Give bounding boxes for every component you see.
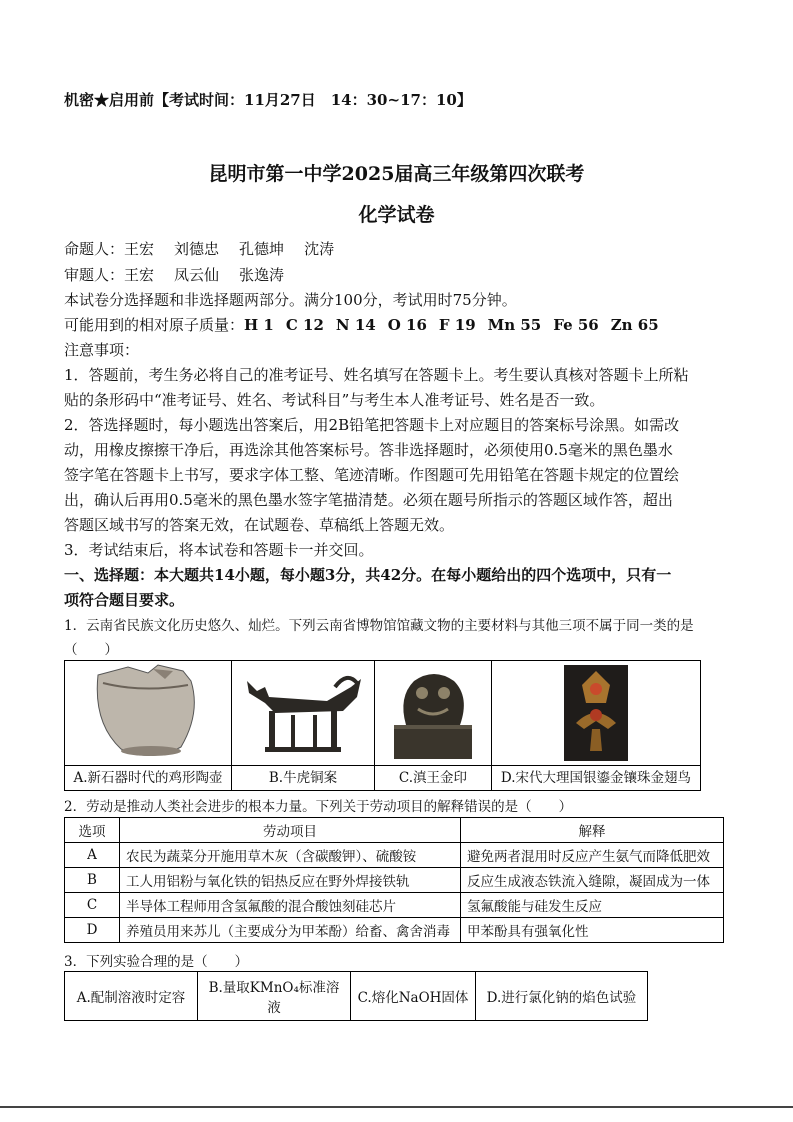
q2-row-project: 养殖员用来苏儿（主要成分为甲苯酚）给畜、禽舍消毒 [120,918,461,943]
q2-header-explanation: 解释 [461,818,724,843]
reviewer-name: 王宏 [124,266,155,284]
q2-row-explanation: 甲苯酚具有强氧化性 [461,918,724,943]
q3-option-b-line-1: B.量取KMnO₄标准溶 [208,980,340,996]
q1-option-d-caption: D.宋代大理国银鎏金镶珠金翅鸟 [500,770,692,786]
exam-subtitle: 化学试卷 [358,204,435,226]
q2-row-label: A [65,843,120,868]
section-1-line-2: 项符合题目要求。 [64,591,185,609]
q1-option-c-caption: C.滇王金印 [398,770,468,786]
q3-option-b [198,972,351,1021]
bronze-ox-tiger-table-image [232,661,374,766]
q1-option-a-cell [65,661,232,791]
q2-stem: 2．劳动是推动人类社会进步的根本力量。下列关于劳动项目的解释错误的是（ ） [64,799,573,815]
section-1-line-1: 一、选择题：本大题共14小题，每小题3分，共42分。在每小题给出的四个选项中，只有一 [64,566,672,584]
atomic-mass: Mn 55 [487,316,542,334]
atomic-masses-line [64,314,671,335]
q2-header-option: 选项 [65,818,120,843]
q2-row-explanation: 氢氟酸能与硅发生反应 [461,893,724,918]
setters-label: 命题人： [64,240,125,258]
reviewer-name: 凤云仙 [174,266,220,284]
setters-line [64,238,354,259]
q3-option-a: A.配制溶液时定容 [65,972,198,1021]
q2-header-row [65,818,724,843]
note-2-line-4: 出，确认后再用0.5毫米的黑色墨水签字笔描清楚。必须在题号所指示的答题区域作答，超出 [64,491,673,509]
q1-option-b-caption: B.牛虎铜案 [268,770,338,786]
q1-stem: 1．云南省民族文化历史悠久、灿烂。下列云南省博物馆馆藏文物的主要材料与其他三项不属于同一类的是 [64,618,694,634]
note-2-line-5: 答题区域书写的答案无效，在试题卷、草稿纸上答题无效。 [64,516,455,534]
masses-label: 可能用到的相对原子质量： [64,316,245,334]
exam-title: 昆明市第一中学2025届高三年级第四次联考 [208,163,585,185]
note-2-line-2: 动，用橡皮擦擦干净后，再选涂其他答案标号。答非选择题时，必须使用0.5毫米的黑色墨水 [64,441,673,459]
silver-gilt-garuda-image [492,661,700,766]
q3-option-d: D.进行氯化钠的焰色试验 [476,972,648,1021]
setter-name: 刘德忠 [174,240,220,258]
q2-row-project: 半导体工程师用含氢氟酸的混合酸蚀刻硅芯片 [120,893,461,918]
q2-header-project: 劳动项目 [120,818,461,843]
atomic-mass: C 12 [285,316,324,334]
table-row [65,918,724,943]
page-bottom-rule [0,1106,793,1108]
gold-seal-image [375,661,491,766]
reviewers-line [64,264,304,285]
q3-stem: 3．下列实验合理的是（ ） [64,954,249,970]
confidential-header: 机密★启用前【考试时间：11月27日 14：30~17：10】 [64,91,472,109]
notes-label: 注意事项： [64,341,140,359]
atomic-mass: F 19 [438,316,476,334]
setter-name: 王宏 [124,240,155,258]
q3-option-b-line-2: 液 [267,1000,281,1016]
q2-row-label: D [65,918,120,943]
q2-row-label: C [65,893,120,918]
q3-option-c: C.熔化NaOH固体 [351,972,476,1021]
q2-row-project: 农民为蔬菜分开施用草木灰（含碳酸钾）、硫酸铵 [120,843,461,868]
setter-name: 沈涛 [304,240,335,258]
note-1-line-1: 1．答题前，考生务必将自己的准考证号、姓名填写在答题卡上。考生要认真核对答题卡上所粘 [64,366,689,384]
setter-name: 孔德坤 [239,240,285,258]
q1-option-d-cell [492,661,701,791]
table-row [65,843,724,868]
q2-row-project: 工人用铝粉与氧化铁的铝热反应在野外焊接铁轨 [120,868,461,893]
pottery-jar-image [65,661,231,766]
atomic-mass: H 1 [244,316,274,334]
note-1-line-2: 贴的条形码中“准考证号、姓名、考试科目”与考生本人准考证号、姓名是否一致。 [64,391,605,409]
reviewers-label: 审题人： [64,266,125,284]
q1-option-a-caption: A.新石器时代的鸡形陶壶 [73,770,223,786]
atomic-mass: Fe 56 [553,316,599,334]
paper-structure: 本试卷分选择题和非选择题两部分。满分100分，考试用时75分钟。 [64,291,517,309]
atomic-mass: N 14 [335,316,376,334]
q2-row-explanation: 反应生成液态铁流入缝隙，凝固成为一体 [461,868,724,893]
q1-bracket: （ ） [64,642,118,658]
note-3: 3．考试结束后，将本试卷和答题卡一并交回。 [64,541,374,559]
atomic-mass: O 16 [387,316,427,334]
q2-row-explanation: 避免两者混用时反应产生氨气而降低肥效 [461,843,724,868]
q1-option-b-cell [232,661,375,791]
table-row [65,893,724,918]
note-2-line-3: 签字笔在答题卡上书写，要求字体工整、笔迹清晰。作图题可先用铅笔在答题卡规定的位置绘 [64,466,680,484]
table-row [65,868,724,893]
q1-options-table [64,660,701,791]
reviewer-name: 张逸涛 [239,266,285,284]
note-2-line-1: 2．答选择题时，每小题选出答案后，用2B铅笔把答题卡上对应题目的答案标号涂黑。如需改 [64,416,680,434]
q3-options-table [64,971,648,1021]
q2-table [64,817,724,943]
atomic-mass: Zn 65 [610,316,659,334]
q2-row-label: B [65,868,120,893]
q1-option-c-cell [375,661,492,791]
